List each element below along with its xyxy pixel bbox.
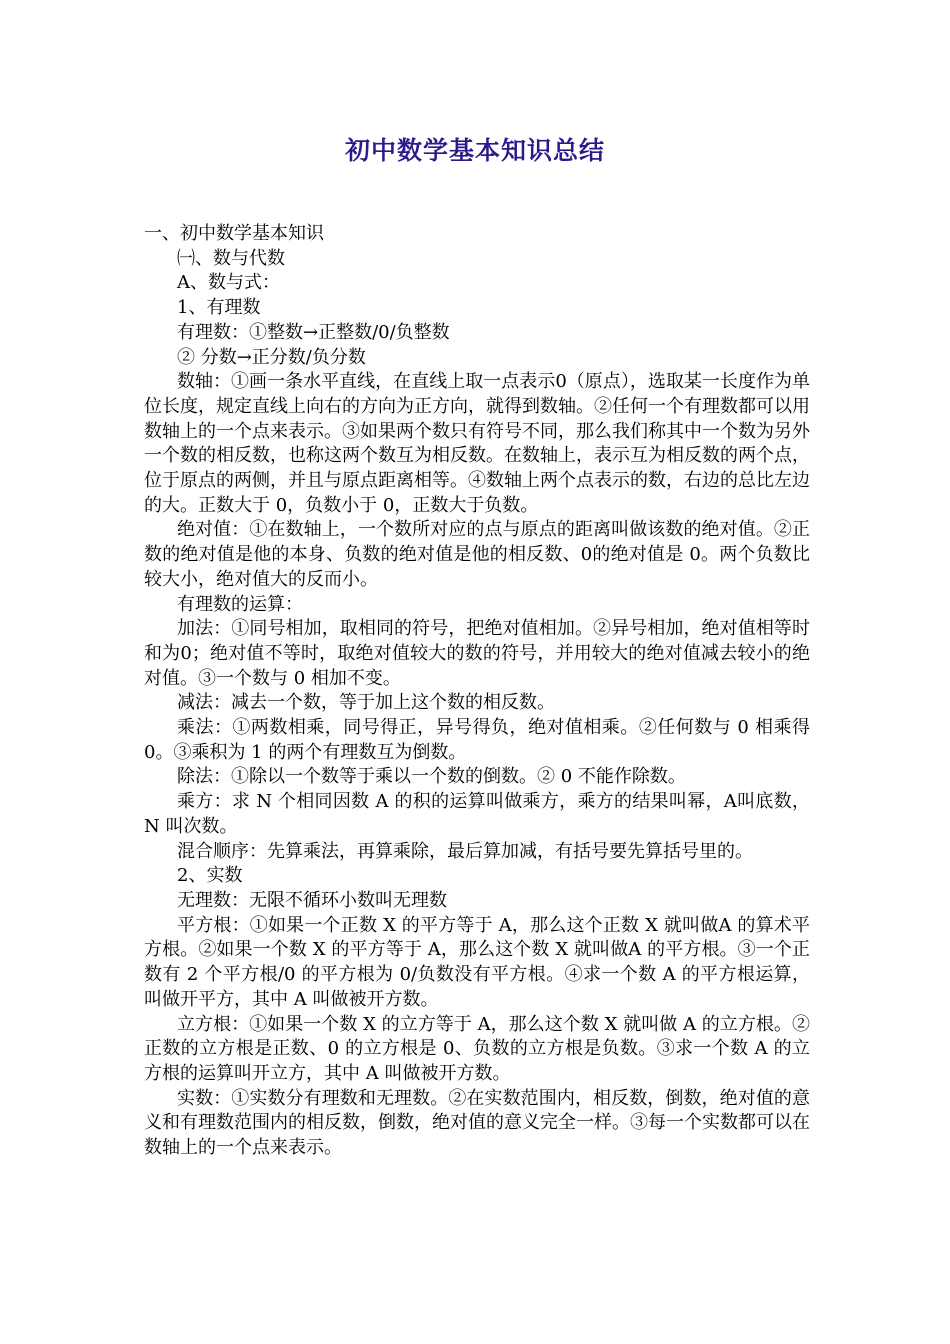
paragraph: 乘方：求 N 个相同因数 A 的积的运算叫做乘方，乘方的结果叫幂，A叫底数，N 叫次数。: [144, 791, 810, 837]
paragraph: 平方根：①如果一个正数 X 的平方等于 A，那么这个正数 X 就叫做A 的算术平方根。②如果一个数 X 的平方等于 A，那么这个数 X 就叫做A 的平方根。③一个正数有 2 个平方根/0 的平方根为 0/负数没有平方根。④求一个数 A 的平方根运算，叫做开平方，其中 A 叫做被开方数。: [144, 914, 810, 1010]
paragraph: 除法：①除以一个数等于乘以一个数的倒数。② 0 不能作除数。: [177, 766, 686, 788]
paragraph: 有理数：①整数→正整数/0/负整数: [177, 321, 450, 343]
paragraph: 加法：①同号相加，取相同的符号，把绝对值相加。②异号相加，绝对值相等时和为0；绝对值不等时，取绝对值较大的数的符号，并用较大的绝对值减去较小的绝对值。③一个数与 0 相加不变。: [144, 618, 810, 689]
paragraph: 减法：减去一个数，等于加上这个数的相反数。: [177, 692, 555, 714]
paragraph: 有理数的运算：: [177, 593, 303, 615]
paragraph: 数轴：①画一条水平直线，在直线上取一点表示0（原点），选取某一长度作为单位长度，规定直线上向右的方向为正方向，就得到数轴。②任何一个有理数都可以用数轴上的一个点来表示。③如果两个数只有符号不同，那么我们称其中一个数为另外一个数的相反数，也称这两个数互为相反数。在数轴上，表示互为相反数的两个点，位于原点的两侧，并且与原点距离相等。④数轴上两个点表示的数，右边的总比左边的大。正数大于 0，负数小于 0，正数大于负数。: [144, 371, 810, 516]
paragraph: 1、有理数: [177, 297, 261, 319]
paragraph: ② 分数→正分数/负分数: [177, 346, 366, 368]
paragraph: 一、初中数学基本知识: [144, 223, 324, 244]
paragraph: 实数：①实数分有理数和无理数。②在实数范围内，相反数，倒数，绝对值的意义和有理数范围内的相反数，倒数，绝对值的意义完全一样。③每一个实数都可以在数轴上的一个点来表示。: [144, 1087, 810, 1159]
paragraph: 绝对值：①在数轴上，一个数所对应的点与原点的距离叫做该数的绝对值。②正数的绝对值是他的本身、负数的绝对值是他的相反数、0的绝对值是 0。两个负数比较大小，绝对值大的反而小。: [144, 519, 810, 590]
paragraph: 立方根：①如果一个数 X 的立方等于 A，那么这个数 X 就叫做 A 的立方根。②正数的立方根是正数、0 的立方根是 0、负数的立方根是负数。③求一个数 A 的立方根的运算叫开立方，其中 A 叫做被开方数。: [144, 1013, 810, 1084]
paragraph: ㈠、数与代数: [177, 247, 285, 269]
document-title: 初中数学基本知识总结: [344, 136, 605, 165]
document-body: [144, 222, 810, 1161]
paragraph: 混合顺序：先算乘法，再算乘除，最后算加减，有括号要先算括号里的。: [177, 840, 753, 862]
paragraph: A、数与式：: [177, 272, 280, 294]
paragraph: 乘法：①两数相乘，同号得正，异号得负，绝对值相乘。②任何数与 0 相乘得 0。③乘积为 1 的两个有理数互为倒数。: [144, 717, 810, 763]
paragraph: 无理数：无限不循环小数叫无理数: [177, 889, 447, 911]
paragraph: 2、实数: [177, 865, 243, 887]
